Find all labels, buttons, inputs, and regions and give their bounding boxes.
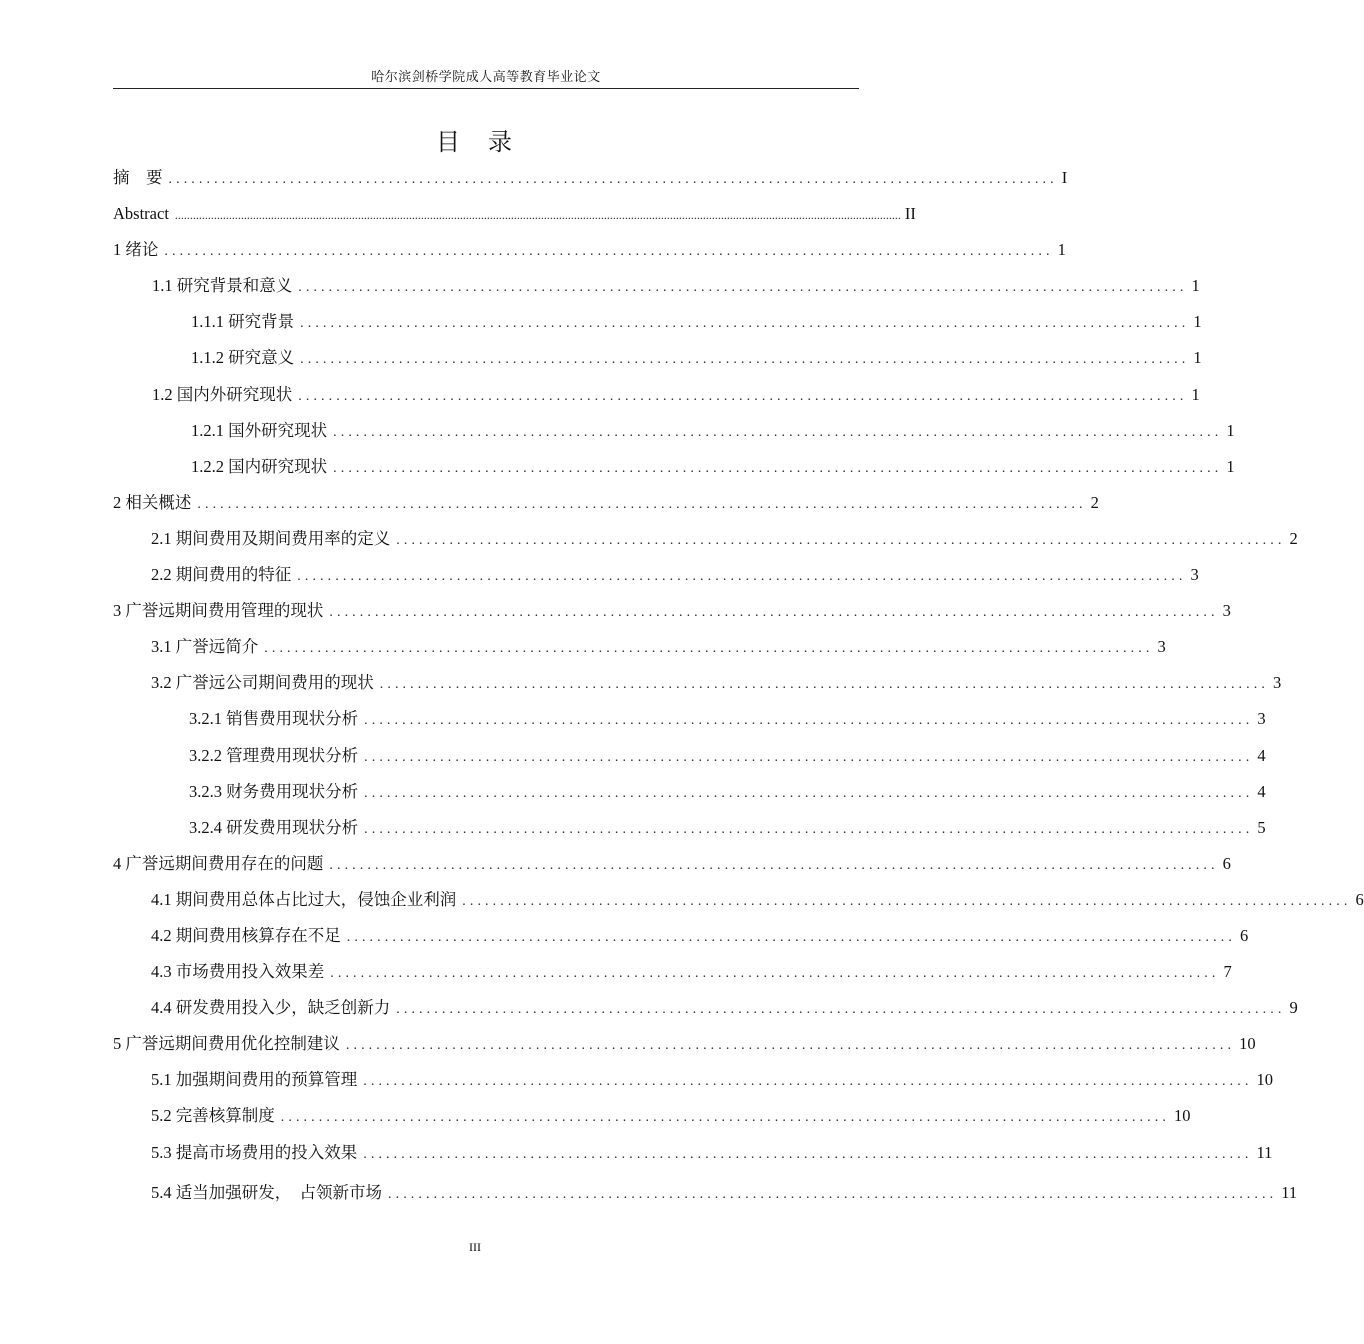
toc-entry-title: 4 广誉远期间费用存在的问题 [113,853,324,873]
toc-entry-title: 4.4 研发费用投入少，缺乏创新力 [151,998,391,1018]
toc-entry-1-2[interactable] [113,377,1200,413]
toc-entry-4-2[interactable] [113,918,1249,954]
toc-entry-page: 5 [1257,817,1266,837]
toc-entry-1[interactable] [113,232,1066,268]
toc-entry-1-1-1[interactable] [113,304,1202,340]
toc-entry-title: 5 广誉远期间费用优化控制建议 [113,1034,340,1054]
toc-leader-dots: ..................................................................................................................... [333,424,1223,440]
toc-entry-3-2-4[interactable] [113,810,1266,846]
toc-leader-dots: ..................................................................................................................... [379,677,1269,693]
toc-entry-3[interactable] [113,593,1231,629]
toc-entry-5-1[interactable] [113,1062,1273,1098]
toc-entry-title: 2.1 期间费用及期间费用率的定义 [151,528,391,548]
toc-entry-title: 1.2 国内外研究现状 [152,384,293,404]
toc-entry-title: 1.2.2 国内研究现状 [191,456,328,476]
toc-entry-abstract-cn[interactable] [113,160,1068,196]
toc-leader-dots: ..................................................................................................................... [363,1074,1253,1090]
toc-entry-page: 6 [1222,853,1231,873]
toc-leader-dots: ..................................................................................................................... [280,1110,1170,1126]
toc-leader-dots: ..................................................................................................................... [168,172,1058,187]
toc-entry-3-2-1[interactable] [113,701,1266,737]
page-number: III [469,1240,481,1254]
toc-entry-page: 7 [1223,962,1232,982]
toc-entry-title: 2 相关概述 [113,492,192,512]
toc-entry-page: 1 [1226,420,1235,440]
toc-entry-title: Abstract [113,204,169,224]
toc-entry-title: 5.1 加强期间费用的预算管理 [151,1070,358,1090]
toc-leader-dots: ..................................................................................................................... [333,460,1223,476]
toc-entry-title: 5.2 完善核算制度 [151,1106,275,1126]
toc-entry-2-2[interactable] [113,557,1199,593]
toc-entry-title: 5.4 适当加强研发， 占领新市场 [151,1182,382,1202]
toc-leader-dots: ..................................................................................................................... [345,1038,1236,1054]
toc-entry-page: 11 [1256,1142,1273,1162]
toc-entry-page: 1 [1057,240,1066,260]
toc-entry-title: 5.3 提高市场费用的投入效果 [151,1142,358,1162]
toc-leader-dots: ..................................................................................................................... [330,966,1220,982]
toc-leader-dots: ..................................................................................................................... [364,785,1254,801]
toc-entry-3-2[interactable] [113,665,1282,701]
toc-entry-title: 1.2.1 国外研究现状 [191,420,328,440]
toc-leader-dots: ..................................................................................................................... [364,713,1254,729]
toc-entry-page: 10 [1239,1034,1256,1054]
toc-entry-page: 6 [1239,925,1249,945]
toc-entry-page: I [1061,168,1068,187]
table-of-contents [113,160,1364,1211]
toc-entry-page: 1 [1193,348,1202,368]
toc-leader-dots: ..................................................................................................................... [396,1002,1286,1018]
running-header: 哈尔滨剑桥学院成人高等教育毕业论文 [371,69,601,84]
toc-entry-page: 4 [1257,745,1266,765]
toc-entry-title: 1.1.1 研究背景 [191,312,295,332]
toc-entry-3-2-2[interactable] [113,738,1266,774]
toc-entry-page: 1 [1226,456,1235,476]
toc-leader-dots: ..................................................................................................................... [300,316,1190,332]
toc-entry-4-4[interactable] [113,990,1298,1026]
toc-entry-4-1[interactable] [113,882,1364,918]
toc-leader-dots: ..................................................................................................................... [363,1146,1253,1162]
toc-entry-1-1-2[interactable] [113,340,1202,376]
toc-entry-page: 6 [1355,889,1364,909]
toc-entry-page: 3 [1157,637,1166,657]
toc-entry-title: 摘 要 [113,168,163,187]
toc-entry-title: 2.2 期间费用的特征 [151,565,292,585]
toc-leader-dots: ..................................................................................................................... [396,532,1286,548]
toc-leader-dots: ..................................................................................................................... [300,352,1190,368]
toc-entry-title: 3 广誉远期间费用管理的现状 [113,601,324,621]
header-rule [113,88,859,89]
toc-entry-title: 3.2.4 研发费用现状分析 [189,817,359,837]
toc-entry-title: 4.1 期间费用总体占比过大，侵蚀企业利润 [151,889,457,909]
toc-leader-dots: ..................................................................................................................... [298,388,1188,404]
toc-entry-page: 3 [1272,673,1282,693]
toc-entry-4[interactable] [113,846,1231,882]
toc-entry-page: 9 [1289,998,1298,1018]
toc-entry-page: 1 [1191,384,1200,404]
toc-entry-5-4[interactable] [113,1171,1298,1211]
toc-entry-title: 3.2.2 管理费用现状分析 [189,745,359,765]
toc-entry-title: 3.2.1 销售费用现状分析 [189,709,359,729]
toc-entry-page: 10 [1173,1106,1191,1126]
toc-leader-dots: ..................................................................................................................... [346,929,1236,945]
toc-entry-title: 4.3 市场费用投入效果差 [151,962,325,982]
toc-entry-page: 10 [1256,1070,1273,1090]
toc-entry-page: II [904,204,916,224]
toc-entry-4-3[interactable] [113,954,1232,990]
toc-leader-dots: ..................................................................................................................... [264,641,1154,657]
toc-leader-dots: ..................................................................................................................... [462,893,1352,909]
toc-entry-5-3[interactable] [113,1135,1273,1171]
toc-title: 目 录 [436,130,514,156]
toc-entry-1-1[interactable] [113,268,1200,304]
toc-entry-2-1[interactable] [113,521,1298,557]
toc-leader-dots: ..................................................................................................................... [364,821,1254,837]
toc-entry-page: 3 [1190,565,1199,585]
toc-entry-5-2[interactable] [113,1098,1191,1134]
toc-entry-title: 1.1.2 研究意义 [191,348,295,368]
toc-entry-page: 2 [1289,528,1298,548]
toc-entry-title: 3.2.3 财务费用现状分析 [189,781,359,801]
toc-leader-dots: ..................................................................................................................... [197,496,1087,512]
toc-entry-1-2-2[interactable] [113,449,1235,485]
toc-leader-dots: ..................................................................................................................... [364,749,1254,765]
toc-entry-abstract-en[interactable] [113,196,916,232]
toc-entry-5[interactable] [113,1026,1256,1062]
toc-entry-title: 1.1 研究背景和意义 [152,276,293,296]
toc-leader-dots: ..................................................................................................................... [298,280,1188,296]
toc-leader-dots: ..................................................................................................................... [164,244,1054,260]
toc-entry-page: 1 [1193,312,1202,332]
toc-entry-page: 11 [1281,1182,1298,1202]
toc-entry-title: 3.2 广誉远公司期间费用的现状 [151,673,374,693]
toc-entry-page: 3 [1222,601,1231,621]
toc-entry-title: 1 绪论 [113,240,159,260]
toc-entry-2[interactable] [113,485,1099,521]
toc-entry-3-1[interactable] [113,629,1166,665]
toc-leader-dots: ..................................................................................................................... [329,605,1219,621]
toc-leader-dots: ..................................................................................................................... [388,1186,1278,1202]
toc-entry-page: 3 [1257,709,1266,729]
toc-entry-page: 2 [1090,492,1099,512]
toc-entry-page: 4 [1257,781,1266,801]
toc-entry-page: 1 [1191,276,1200,296]
toc-leader-dots: ..................................................................................................................... [329,857,1219,873]
toc-entry-1-2-1[interactable] [113,413,1235,449]
toc-entry-title: 3.1 广誉远简介 [151,637,259,657]
toc-entry-3-2-3[interactable] [113,774,1266,810]
toc-leader-dots: ..................................................................................................................... [297,569,1187,585]
toc-entry-title: 4.2 期间费用核算存在不足 [151,925,341,945]
toc-leader-dots: .................................................................................................................................................................................................................................................. [174,208,901,223]
